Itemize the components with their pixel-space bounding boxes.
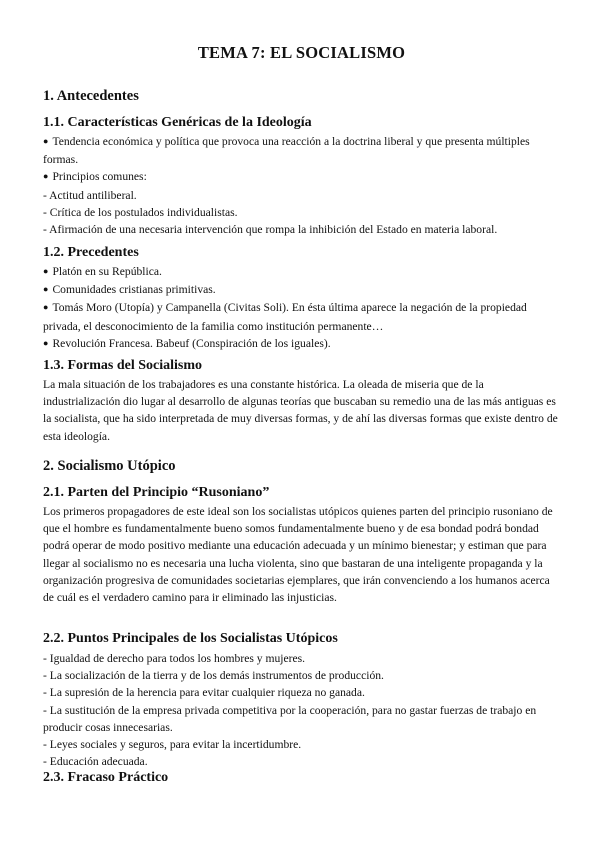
section-heading-socialismo-utopico: 2. Socialismo Utópico	[43, 458, 176, 474]
subsection-heading-formas: 1.3. Formas del Socialismo	[43, 358, 203, 373]
dash-item: - Afirmación de una necesaria intervención que rompa la inhibición del Estado en materia laboral.	[43, 223, 498, 237]
bullet-item: ● Revolución Francesa. Babeuf (Conspiración de los iguales).	[43, 335, 560, 353]
subsection-heading-principio-rusoniano: 2.1. Parten del Principio “Rusoniano”	[43, 485, 270, 500]
paragraph: La mala situación de los trabajadores es una constante histórica. La oleada de miseria que de la industrialización dio lugar al desarrollo de algunas teorías que buscaban su remedio una de las más antiguas es la socialista, que ha sido interpretada de muy diversas formas, y de ahí las diversas formas que existe dentro de esta ideología.	[43, 378, 558, 443]
bullet-item: ● Tomás Moro (Utopía) y Campanella (Civitas Soli). En ésta última aparece la negación de la propiedad privada, el desconocimiento de la familia como institución permanente…	[43, 299, 560, 334]
formas-body	[43, 376, 560, 445]
precedentes-body	[43, 263, 560, 353]
subsection-heading-caracteristicas: 1.1. Características Genéricas de la Ideología	[43, 115, 312, 130]
bullet-item: ● Principios comunes:	[43, 168, 560, 186]
caracteristicas-body	[43, 133, 560, 238]
dash-item: - Educación adecuada.	[43, 755, 148, 769]
subsection-heading-precedentes: 1.2. Precedentes	[43, 245, 139, 260]
dash-item: - Igualdad de derecho para todos los hombres y mujeres.	[43, 652, 306, 665]
bullet-item: ● Platón en su República.	[43, 263, 560, 281]
section-heading-antecedentes: 1. Antecedentes	[43, 88, 139, 104]
puntos-principales-body	[43, 650, 560, 770]
principio-rusoniano-body	[43, 503, 560, 606]
document-title: TEMA 7: EL SOCIALISMO	[197, 43, 406, 62]
dash-item: - Actitud antiliberal.	[43, 188, 137, 202]
dash-item: - Crítica de los postulados individualistas.	[43, 205, 238, 219]
subsection-heading-puntos-principales: 2.2. Puntos Principales de los Socialistas Utópicos	[43, 631, 338, 646]
dash-item: - La supresión de la herencia para evitar cualquier riqueza no ganada.	[43, 686, 365, 700]
subsection-heading-fracaso-practico: 2.3. Fracaso Práctico	[43, 770, 169, 785]
dash-item: - La socialización de la tierra y de los demás instrumentos de producción.	[43, 669, 384, 683]
dash-item: - Leyes sociales y seguros, para evitar la incertidumbre.	[43, 738, 302, 752]
dash-item: - La sustitución de la empresa privada competitiva por la cooperación, para no gastar fuerzas de trabajo en producir cosas innecesarias.	[43, 703, 537, 734]
paragraph: Los primeros propagadores de este ideal son los socialistas utópicos quienes parten del principio rusoniano de que el hombre es fundamentalmente bueno somos fundamentalmente bueno y de esa bondad podrá bondad podrá operar de modo positivo mediante una educación adecuada y un mínimo bienestar; y estiman que para llegar al socialismo no es necesaria una lucha violenta, sino que bastaran de una inteligente propaganda y la organización progresiva de comunidades societarias ejemplares, que irán convenciendo a los humanos acerca de cuál es el verdadero camino para ir eliminado las injusticias.	[43, 505, 553, 605]
bullet-item: ● Comunidades cristianas primitivas.	[43, 281, 560, 299]
bullet-item: ● Tendencia económica y política que provoca una reacción a la doctrina liberal y que presenta múltiples formas.	[43, 133, 560, 168]
